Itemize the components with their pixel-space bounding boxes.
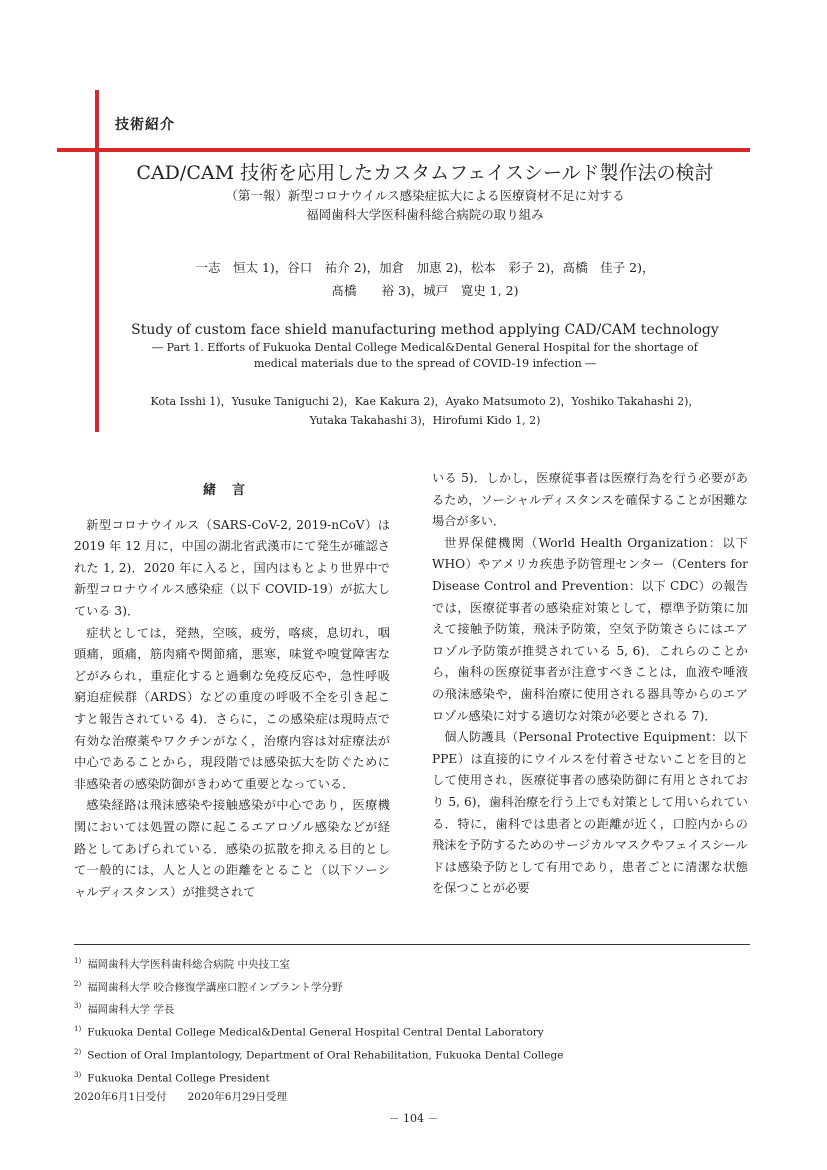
red-vertical-rule [95, 90, 99, 432]
english-authors-line: Kota Isshi 1)，Yusuke Taniguchi 2)，Kae Kakura 2)，Ayako Matsumoto 2)，Yoshiko Takahashi 2)， [150, 395, 700, 408]
page-number: － 104 － [388, 1112, 439, 1125]
intro-heading: 緒言 [202, 483, 261, 498]
footnote-mark: 1) [74, 1025, 82, 1034]
footnote [74, 975, 750, 998]
japanese-subtitle-line: 福岡歯科大学医科歯科総合病院の取り組み [306, 207, 544, 222]
footnote-mark: 2) [74, 1047, 82, 1056]
footnote [74, 952, 750, 975]
english-subtitle-line: medical materials due to the spread of COVID-19 infection ― [253, 357, 597, 370]
section-label: 技術紹介 [115, 117, 175, 133]
paragraph: 症状としては，発熱，空咳，疲労，喀痰，息切れ，咽頭痛，頭痛，筋肉痛や関節痛，悪寒，味覚や嗅覚障害などがみられ，重症化すると過剰な免疫反応や，急性呼吸窮迫症候群（ARDS）などの重度の呼吸不全を引き起こすと報告されている 4)．さらに，この感染症は現時点で有効な治療薬やワクチンがなく，治療内容は対症療法が中心であることから，現段階では感染拡大を防ぐために非感染者の感染防御がきわめて重要となっている． [74, 625, 390, 791]
paragraph: 個人防護具（Personal Protective Equipment：以下 PPE）は直接的にウイルスを付着させないことを目的として使用され，医療従事者の感染防御に有用とされており 5, 6)，歯科治療を行う上でも対策として用いられている．特に，歯科では患者との距離が近く，口腔内からの飛沫を予防するためのサージカルマスクやフェイスシールドは感染予防として有用であり，患者ごとに清潔な状態を保つことが必要 [432, 730, 748, 896]
footnote-mark: 3) [74, 1002, 82, 1011]
japanese-authors-line: 一志 恒太 1)，谷口 祐介 2)，加倉 加恵 2)，松本 彩子 2)，髙橋 佳子 2)， [195, 260, 655, 275]
red-horizontal-rule [57, 148, 750, 152]
left-column [74, 468, 390, 903]
footnote-text: Fukuoka Dental College President [87, 1072, 270, 1085]
japanese-authors [100, 256, 750, 302]
paragraph: 新型コロナウイルス（SARS-CoV-2, 2019-nCoV）は2019 年 12 月に，中国の湖北省武漢市にて発生が確認された 1, 2)．2020 年に入ると，国内はもとより世界中で新型コロナウイルス感染症（以下 COVID-19）が拡大している 3)． [74, 517, 390, 618]
footnote-text: Fukuoka Dental College Medical&Dental General Hospital Central Dental Laboratory [87, 1026, 544, 1039]
footnote-text: 福岡歯科大学 咬合修復学講座口腔インプラント学分野 [87, 981, 343, 994]
footnote [74, 1020, 750, 1043]
paragraph: 世界保健機関（World Health Organization：以下 WHO）やアメリカ疾患予防管理センター（Centers for Disease Control and Prevention：以下 CDC）の報告では，医療従事者の感染症対策として，標準予防策に加えて接触予防策，飛沫予防策，空気予防策さらにはエアロゾル予防策が推奨されている 5, 6)．これらのことから，歯科の医療従事者が注意すべきことは，血液や唾液の飛沫感染や，歯科治療に使用される器具等からのエアロゾル感染に対する適切な対策が必要とされる 7)． [432, 535, 748, 723]
english-authors [100, 392, 750, 430]
footnote-mark: 2) [74, 979, 82, 988]
footnote [74, 1066, 750, 1089]
footnotes [74, 952, 750, 1107]
footnote-rule [74, 944, 750, 945]
paragraph: いる 5)．しかし，医療従事者は医療行為を行う必要があるため，ソーシャルディスタンスを確保することが困難な場合が多い． [432, 471, 748, 529]
right-column [432, 468, 748, 900]
japanese-subtitle-line: （第一報）新型コロナウイルス感染症拡大による医療資材不足に対する [225, 188, 625, 203]
received-dates: 2020年6月1日受付 2020年6月29日受理 [74, 1091, 287, 1104]
footnote-text: Section of Oral Implantology, Department of Oral Rehabilitation, Fukuoka Dental College [87, 1049, 564, 1062]
footnote [74, 1043, 750, 1066]
english-title: Study of custom face shield manufacturing method applying CAD/CAM technology [131, 322, 719, 338]
footnote-text: 福岡歯科大学 学長 [87, 1003, 175, 1016]
japanese-authors-line: 髙橋 裕 3)，城戸 寛史 1, 2) [331, 283, 519, 298]
english-authors-line: Yutaka Takahashi 3)，Hirofumi Kido 1, 2) [309, 414, 541, 427]
footnote [74, 997, 750, 1020]
japanese-title: CAD/CAM 技術を応用したカスタムフェイスシールド製作法の検討 [136, 162, 714, 184]
english-subtitle [100, 340, 750, 372]
footnote-mark: 1) [74, 957, 82, 965]
japanese-subtitle [100, 186, 750, 224]
english-subtitle-line: ― Part 1. Efforts of Fukuoka Dental College Medical&Dental General Hospital for the shortage of [152, 341, 698, 354]
paragraph: 感染経路は飛沫感染や接触感染が中心であり，医療機関においては処置の際に起こるエアロゾル感染などが経路としてあげられている．感染の拡散を抑える目的として一般的には，人と人との距離をとること（以下ソーシャルディスタンス）が推奨されて [74, 798, 390, 899]
footnote-mark: 3) [74, 1070, 82, 1079]
footnote-text: 福岡歯科大学医科歯科総合病院 中央技工室 [87, 958, 291, 971]
